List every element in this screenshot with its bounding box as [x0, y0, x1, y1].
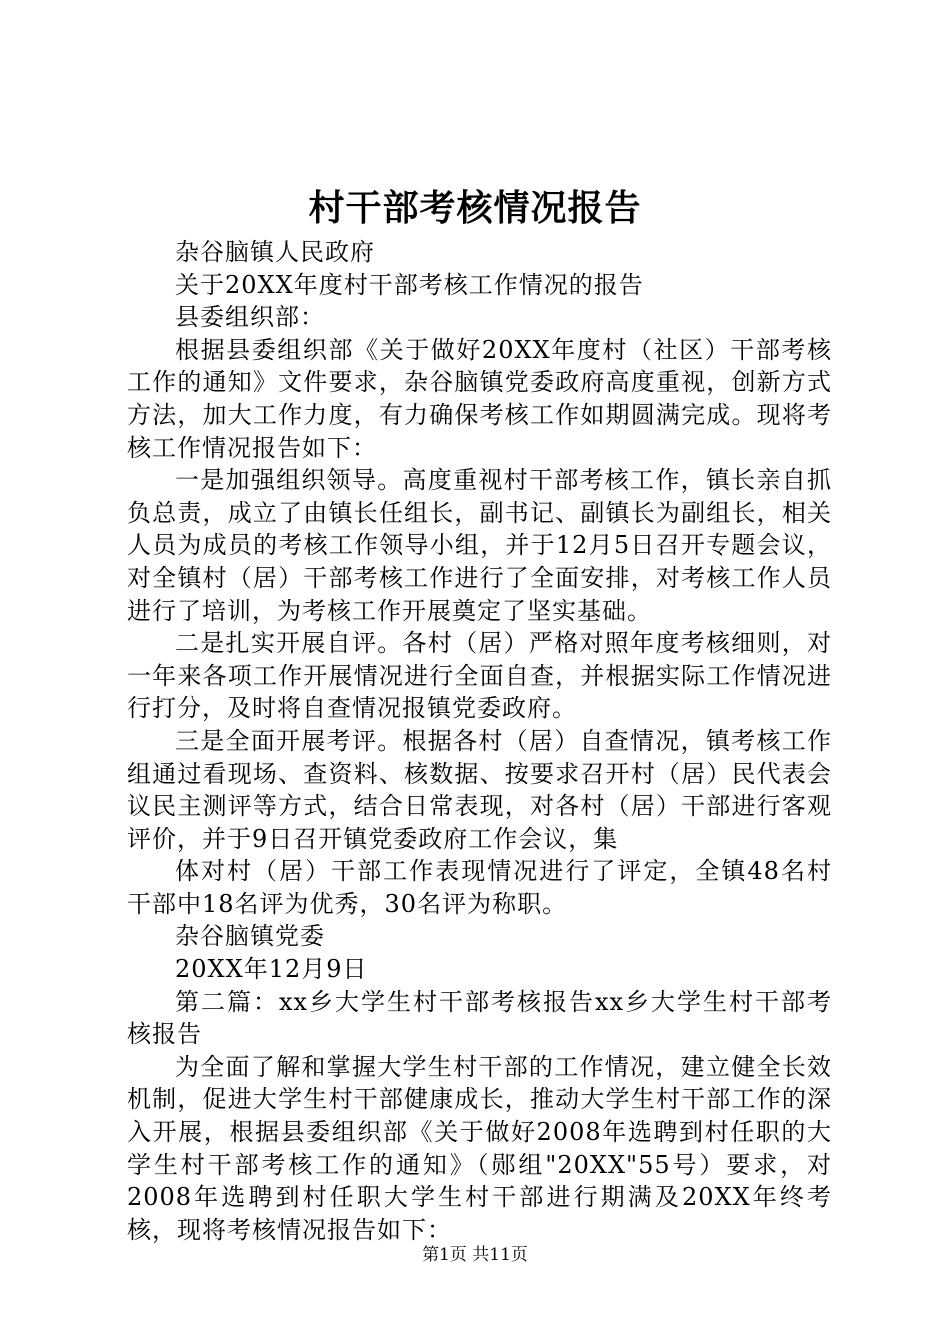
paragraph-signature: 杂谷脑镇党委 [175, 922, 325, 951]
paragraph-point-3: 三是全面开展考评。根据各村（居）自查情况，镇考核工作组通过看现场、查资料、核数据、按要求召开村（居）民代表会议民主测评等方式，结合日常表现，对各村（居）干部进行客观评价，并于9日召开镇党委政府工作会议，集 [127, 726, 832, 853]
paragraph-second-article-intro: 为全面了解和掌握大学生村干部的工作情况，建立健全长效机制，促进大学生村干部健康成长，推动大学生村干部工作的深入开展，根据县委组织部《关于做好2008年选聘到村任职的大学生村干部考核工作的通知》（郧组"20XX"55号）要求，对2008年选聘到村任职大学生村干部进行期满及20XX年终考核，现将考核情况报告如下： [127, 1052, 832, 1244]
page-indicator: 第1页 共11页 [422, 1245, 528, 1265]
document-title: 村干部考核情况报告 [308, 187, 642, 229]
paragraph-date: 20XX年12月9日 [175, 955, 368, 984]
paragraph-second-article-title: 第二篇：xx乡大学生村干部考核报告xx乡大学生村干部考核报告 [127, 987, 832, 1049]
document-body [127, 236, 832, 1246]
paragraph-recipient: 县委组织部： [175, 303, 325, 332]
paragraph-point-2: 二是扎实开展自评。各村（居）严格对照年度考核细则，对一年来各项工作开展情况进行全面自查，并根据实际工作情况进行打分，及时将自查情况报镇党委政府。 [127, 629, 832, 723]
paragraph-point-1: 一是加强组织领导。高度重视村干部考核工作，镇长亲自抓负总责，成立了由镇长任组长，副书记、副镇长为副组长，相关人员为成员的考核工作领导小组，并于12月5日召开专题会议，对全镇村（居）干部考核工作进行了全面安排，对考核工作人员进行了培训，为考核工作开展奠定了坚实基础。 [127, 466, 832, 625]
paragraph-subject: 关于20XX年度村干部考核工作情况的报告 [175, 270, 644, 299]
paragraph-intro: 根据县委组织部《关于做好20XX年度村（社区）干部考核工作的通知》文件要求，杂谷脑镇党委政府高度重视，创新方式方法，加大工作力度，有力确保考核工作如期圆满完成。现将考核工作情况报告如下： [127, 335, 832, 462]
paragraph-evaluation-result: 体对村（居）干部工作表现情况进行了评定，全镇48名村干部中18名评为优秀，30名评为称职。 [127, 857, 832, 918]
paragraph-sender: 杂谷脑镇人民政府 [175, 238, 375, 266]
